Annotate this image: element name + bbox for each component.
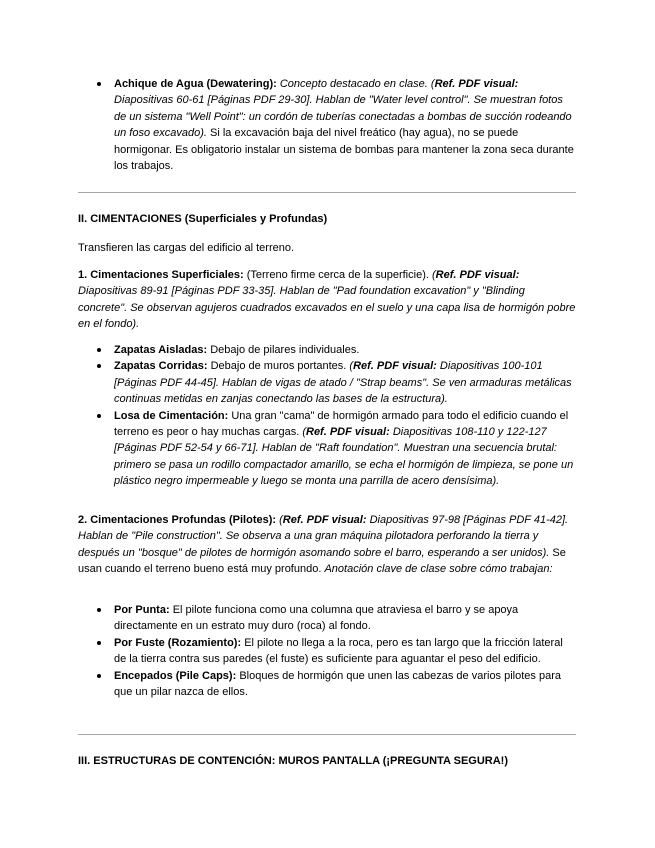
dewatering-block [78,76,576,174]
superficiales-title: 1. Cimentaciones Superficiales: [78,269,244,281]
list-item [78,602,576,635]
ref-label: Ref. PDF visual: [353,360,437,373]
section-ii [78,211,576,227]
item-title: Por Fuste (Rozamiento): [114,636,242,649]
item-body: El pilote funciona como una columna que atraviesa el barro y se apoya directamente en un estrato muy duro (roca) al fondo. [114,604,519,633]
bullet-icon [97,641,101,645]
ref-label: Ref. PDF visual: [434,78,519,90]
list-item [78,342,576,358]
ref-text: Diapositivas 89-91 [Páginas PDF 33-35]. Hablan de "Pad foundation excavation" y "Blinding concrete". Se observan agujeros cuadrados excavados en el suelo y una capa lisa de hormigón pobre en el fondo). [78,285,576,331]
list-item-dewatering [78,76,576,174]
superficiales-paragraph [78,267,576,333]
dewatering-list [78,76,576,174]
ref-text: Diapositivas 97-98 [Páginas PDF 41-42]. Hablan de "Pile construction". Se observa a una gran máquina pilotadora perforando la tierra y después un "bosque" de pilotes de hormigón asomando sobre el barro, esperando a ser unidos). [78,514,569,559]
item-title: Zapatas Aisladas: [114,344,208,356]
superficiales-subtitle: (Terreno firme cerca de la superficie). [246,269,429,281]
section-divider [78,192,576,193]
item-title: Losa de Cimentación: [114,409,229,422]
profundas-note: Anotación clave de clase sobre cómo trabajan: [324,563,553,576]
ref-text: Diapositivas 108-110 y 122-127 [Páginas PDF 52-54 y 66-71]. Hablan de "Raft foundation". Muestran una secuencia brutal: primero se pasa un rodillo compactador amarillo, se echa el hormigón de limpieza, se pone un plástico negro impermeable y luego se monta una parrilla de acero densísima). [114,426,574,488]
item-title: Por Punta: [114,604,170,616]
item-body: Debajo de pilares individuales. [210,344,360,356]
item-body: El pilote no llega a la roca, pero es tan largo que la fricción lateral de la tierra contra sus paredes (el fuste) es suficiente para aguantar el peso del edificio. [114,636,563,666]
bullet-icon [97,608,101,612]
list-item [78,635,576,668]
list-item [78,668,576,701]
profundas-block [78,512,576,578]
ref-text: Diapositivas 60-61 [Páginas PDF 29-30]. Hablan de "Water level control". Se muestran fotos de un sistema "Well Point": un cordón de tuberías conectadas a bombas de succión rodeando un foso excavado). [114,94,572,140]
item-body: Una gran "cama" de hormigón armado para todo el edificio cuando el terreno es peor o hay muchas cargas. [114,409,569,439]
superficiales-list-block [78,342,576,490]
ref-open: ( [279,514,283,526]
profundas-paragraph [78,512,576,578]
profundas-title: 2. Cimentaciones Profundas (Pilotes): [78,514,277,526]
profundas-list-block [78,602,576,700]
profundas-body: Se usan cuando el terreno bueno está muy profundo. [78,546,566,576]
section-heading: II. CIMENTACIONES (Superficiales y Profundas) [78,213,328,225]
section-heading: III. ESTRUCTURAS DE CONTENCIÓN: MUROS PANTALLA (¡PREGUNTA SEGURA!) [78,755,509,767]
ref-text: Diapositivas 100-101 [Páginas PDF 44-45]. Hablan de vigas de atado / "Strap beams". Se ven armaduras metálicas continuas metidas en zanjas conectando las bases de la estructura). [114,360,572,406]
item-body: Si la excavación baja del nivel freático (hay agua), no se puede hormigonar. Es obligatorio instalar un sistema de bombas para mantener la zona seca durante los trabajos. [114,127,574,173]
superficiales-list [78,342,576,490]
item-title: Achique de Agua (Dewatering): [114,78,277,90]
item-intro: Concepto destacado en clase. ( [279,78,435,90]
section-intro: Transfieren las cargas del edificio al terreno. [78,242,295,254]
bullet-icon [97,82,101,86]
section-intro-block [78,240,576,256]
bullet-icon [97,348,101,352]
item-body: Debajo de muros portantes. [210,360,347,373]
item-title: Encepados (Pile Caps): [114,669,237,682]
section-iii [78,753,576,769]
list-item [78,358,576,407]
ref-label: Ref. PDF visual: [435,269,520,281]
ref-open: ( [302,426,306,439]
section-divider [78,734,576,735]
ref-label: Ref. PDF visual: [282,514,367,526]
profundas-list [78,602,576,700]
bullet-icon [97,674,101,678]
item-title: Zapatas Corridas: [114,360,208,373]
item-body: Bloques de hormigón que unen las cabezas de varios pilotes para que un pilar nazca de ellos. [114,669,561,699]
bullet-icon [97,414,101,418]
bullet-icon [97,364,101,368]
ref-open: ( [431,269,436,281]
superficiales-block [78,267,576,333]
ref-open: ( [349,360,354,373]
ref-label: Ref. PDF visual: [306,426,390,439]
list-item [78,408,576,490]
